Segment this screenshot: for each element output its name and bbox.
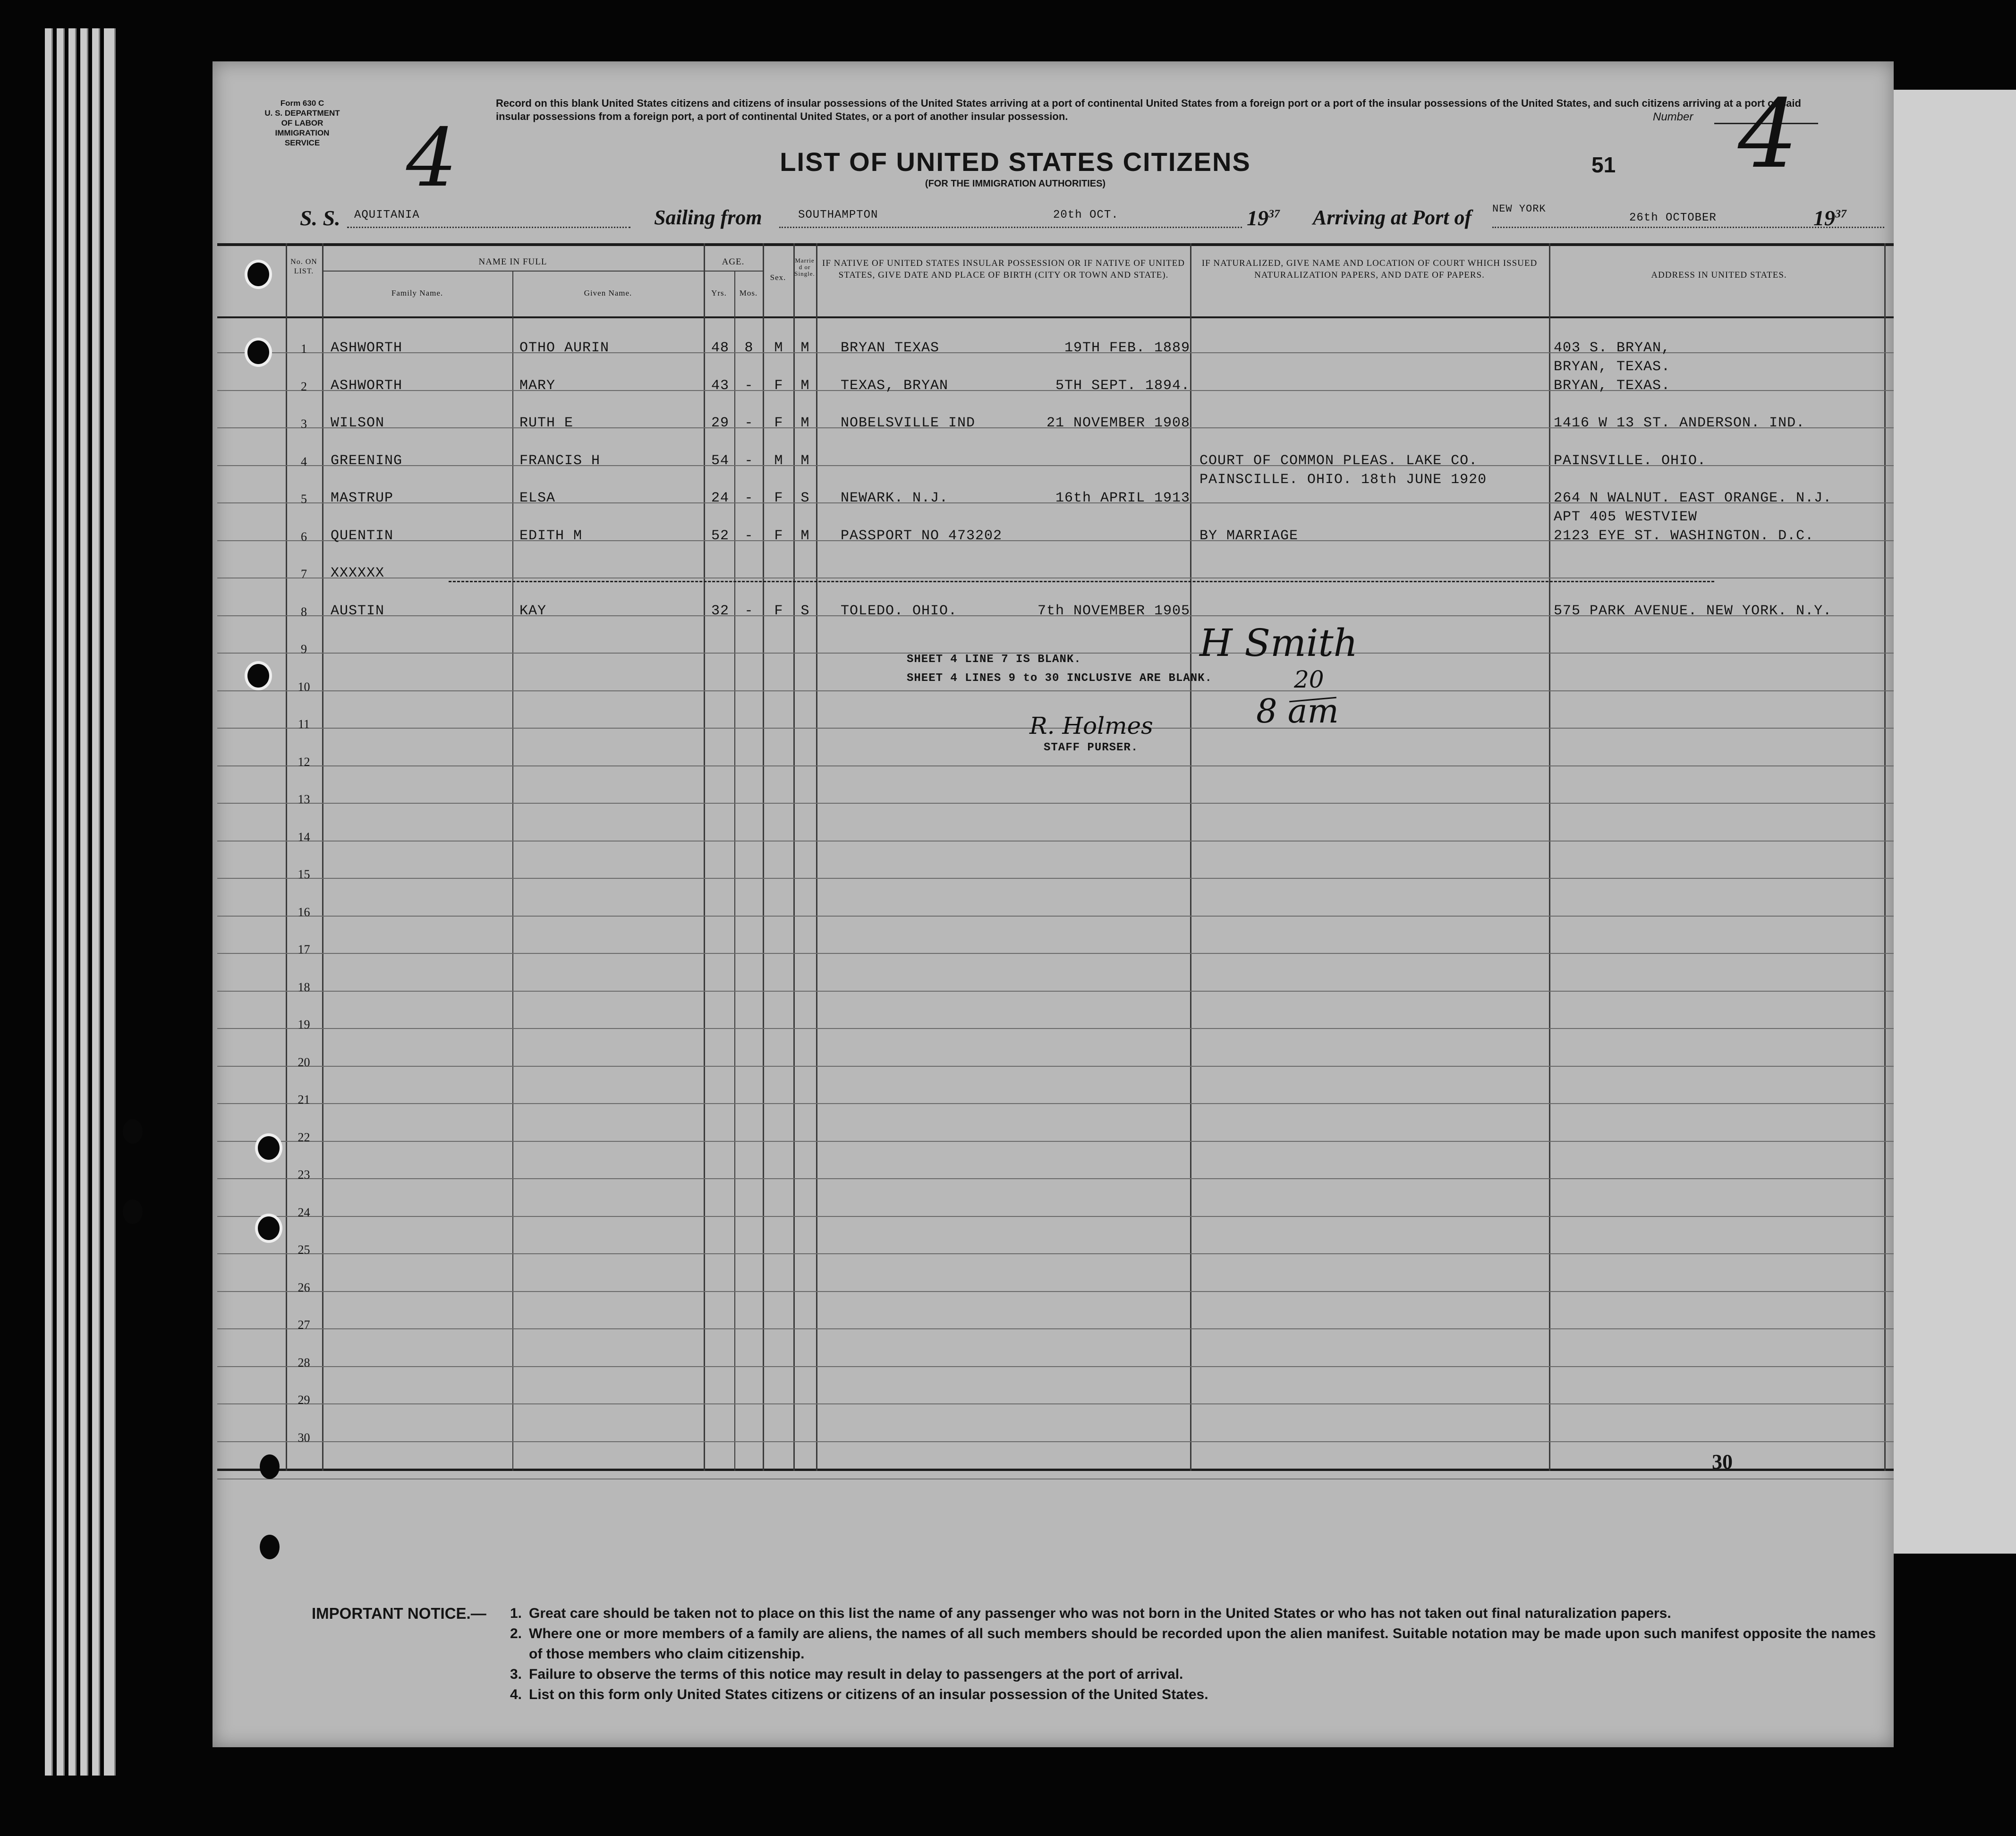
address: 1416 W 13 ST. ANDERSON. IND. — [1554, 415, 1805, 431]
age-months: - — [744, 603, 754, 619]
header-married-single: Married or Single. — [794, 257, 815, 277]
arriving-date: 26th OCTOBER — [1629, 212, 1717, 224]
passenger-rows — [217, 61, 1894, 1478]
ship-name: AQUITANIA — [354, 209, 420, 221]
header-birth-place: IF NATIVE OF UNITED STATES INSULAR POSSESSION OR IF NATIVE OF UNITED STATES, GIVE DATE AND PLACE OF BIRTH (CITY OR TOWN AND STATE). — [822, 258, 1185, 280]
age-years: 29 — [711, 415, 729, 431]
row-number: 6 — [301, 529, 307, 544]
sex: F — [774, 377, 783, 394]
row-number: 20 — [298, 1055, 310, 1069]
notice-item-1: Great care should be taken not to place on this list the name of any passenger who was not born in the United States or who has not taken out final naturalization papers. — [529, 1606, 1671, 1621]
row-number: 7 — [301, 567, 307, 581]
punch-hole — [255, 1214, 282, 1243]
address: PAINSVILLE. OHIO. — [1554, 452, 1707, 469]
handwritten-time: 8 am — [1256, 692, 1339, 731]
given-name: KAY — [519, 603, 547, 619]
inspector-signature: H Smith — [1199, 621, 1358, 665]
address: 403 S. BRYAN, — [1554, 340, 1671, 356]
header-sex: Sex. — [770, 273, 786, 282]
address: BRYAN, TEXAS. — [1554, 377, 1671, 394]
age-months: 8 — [744, 340, 754, 356]
address: 575 PARK AVENUE. NEW YORK. N.Y. — [1554, 603, 1832, 619]
given-name: FRANCIS H — [519, 452, 601, 469]
row-number: 27 — [298, 1318, 310, 1332]
row-number: 30 — [298, 1430, 310, 1445]
ss-label: S. S. — [300, 206, 340, 230]
form-id: Form 630 C — [280, 99, 324, 108]
sailing-from-port: SOUTHAMPTON — [798, 209, 878, 221]
age-years: 32 — [711, 603, 729, 619]
address-line-2: APT 405 WESTVIEW — [1554, 509, 1698, 525]
notice-item-number: 1. — [510, 1606, 522, 1621]
sex: M — [774, 452, 783, 469]
notice-item-number: 3. — [510, 1666, 522, 1682]
punch-hole — [245, 338, 272, 367]
row-number: 9 — [301, 642, 307, 656]
department-name: U. S. DEPARTMENT OF LABOR — [264, 109, 340, 128]
punch-hole — [260, 1454, 280, 1479]
given-name: OTHO AURIN — [519, 340, 610, 356]
age-months: - — [744, 452, 754, 469]
age-years: 48 — [711, 340, 729, 356]
birth-date: 7th NOVEMBER 1905 — [1037, 603, 1190, 619]
arriving-year-prefix: 19 — [1813, 206, 1835, 230]
important-notice — [312, 1603, 1884, 1705]
given-name: EDITH M — [519, 527, 583, 544]
sex: F — [774, 527, 783, 544]
age-months: - — [744, 490, 754, 506]
arriving-port: NEW YORK — [1492, 203, 1546, 215]
row-number: 1 — [301, 342, 307, 356]
age-years: 52 — [711, 527, 729, 544]
naturalization: COURT OF COMMON PLEAS. LAKE CO. — [1199, 452, 1478, 469]
sailing-date: 20th OCT. — [1053, 209, 1119, 221]
notice-item-4: List on this form only United States citizens or citizens of an insular possession of the United States. — [529, 1687, 1208, 1702]
age-years: 54 — [711, 452, 729, 469]
sex: M — [774, 340, 783, 356]
row-number: 2 — [301, 379, 307, 393]
page-title: LIST OF UNITED STATES CITIZENS — [780, 147, 1251, 177]
purser-signature: R. Holmes — [1029, 712, 1153, 740]
handwritten-sheet-number-right: 4 — [1738, 79, 1798, 189]
notice-item-number: 4. — [510, 1687, 522, 1702]
row7-strike-line — [449, 581, 1714, 582]
row-number: 5 — [301, 492, 307, 506]
punch-hole — [123, 1199, 143, 1224]
row-number: 24 — [298, 1205, 310, 1219]
row-number: 25 — [298, 1243, 310, 1257]
given-name: RUTH E — [519, 415, 574, 431]
given-name: ELSA — [519, 490, 556, 506]
marital-status: M — [800, 377, 810, 394]
marital-status: M — [800, 527, 810, 544]
age-months: - — [744, 415, 754, 431]
row-number: 8 — [301, 604, 307, 619]
birth-place: TOLEDO. OHIO. — [841, 603, 958, 619]
header-family-name: Family Name. — [391, 289, 443, 298]
family-name: GREENING — [331, 452, 403, 469]
handwritten-sheet-number-left: 4 — [406, 111, 458, 205]
notice-item-2: Where one or more members of a family are aliens, the names of all such members should be recorded upon the alien manifest. Suitable notation may be made upon such manifest opposite the names of those members who claim citizenship. — [529, 1626, 1876, 1662]
birth-place: NEWARK. N.J. — [841, 490, 949, 506]
punch-hole — [245, 661, 272, 690]
notice-item-3: Failure to observe the terms of this notice may result in delay to passengers at the port of arrival. — [529, 1666, 1183, 1682]
manifest-sheet — [213, 61, 1894, 1747]
row-number: 13 — [298, 792, 310, 806]
family-name: ASHWORTH — [331, 340, 403, 356]
arriving-year: 37 — [1835, 208, 1846, 221]
row-number: 17 — [298, 943, 310, 956]
marital-status: M — [800, 452, 810, 469]
age-months: - — [744, 527, 754, 544]
remark-line-7: SHEET 4 LINE 7 IS BLANK. — [907, 653, 1081, 666]
family-name: MASTRUP — [331, 490, 394, 506]
row-number: 4 — [301, 454, 307, 468]
age-years: 24 — [711, 490, 729, 506]
row-number: 3 — [301, 417, 307, 431]
sex: F — [774, 490, 783, 506]
row-number: 11 — [298, 717, 310, 731]
sailing-year: 37 — [1268, 208, 1280, 221]
row-number: 19 — [298, 1018, 310, 1031]
address-line-2: BRYAN, TEXAS. — [1554, 359, 1671, 375]
given-name: MARY — [519, 377, 556, 394]
sex: F — [774, 415, 783, 431]
row-number: 28 — [298, 1355, 310, 1369]
address: 264 N WALNUT. EAST ORANGE. N.J. — [1554, 490, 1832, 506]
marital-status: S — [800, 603, 810, 619]
birth-place: BRYAN TEXAS — [841, 340, 940, 356]
book-page-edges — [45, 28, 215, 1776]
handwritten-time-minutes: 20 — [1294, 666, 1324, 693]
sex: F — [774, 603, 783, 619]
total-count: 30 — [1712, 1450, 1733, 1473]
remark-lines-9-30: SHEET 4 LINES 9 to 30 INCLUSIVE ARE BLANK. — [907, 672, 1212, 685]
punch-hole — [255, 1133, 282, 1163]
marital-status: M — [800, 415, 810, 431]
row-number: 22 — [298, 1130, 310, 1144]
birth-place: NOBELSVILLE IND — [841, 415, 976, 431]
form-instructions: Record on this blank United States citizens and citizens of insular possessions of the United States arriving at a port of continental United States from a foreign port or a port of the insular possessions of the United States, and such citizens arriving at a port of said insular possessions from a foreign port, a port of continental United States, or a port of another insular possession. — [496, 97, 1801, 122]
notice-item-number: 2. — [510, 1626, 522, 1641]
birth-date: 21 NOVEMBER 1908 — [1046, 415, 1190, 431]
page-subtitle: (FOR THE IMMIGRATION AUTHORITIES) — [925, 178, 1106, 189]
arriving-label: Arriving at Port of — [1313, 206, 1472, 229]
header-given-name: Given Name. — [584, 289, 632, 298]
family-name: XXXXXX — [331, 565, 385, 581]
row-number: 29 — [298, 1393, 310, 1407]
notice-heading: IMPORTANT NOTICE.— — [312, 1605, 486, 1622]
row-number: 12 — [298, 755, 310, 769]
age-years: 43 — [711, 377, 729, 394]
birth-date: 19TH FEB. 1889 — [1064, 340, 1190, 356]
row-number: 15 — [298, 867, 310, 881]
row-number: 23 — [298, 1168, 310, 1182]
header-age: AGE. — [722, 257, 745, 267]
address: 2123 EYE ST. WASHINGTON. D.C. — [1554, 527, 1814, 544]
row-number: 14 — [298, 830, 310, 844]
birth-place: PASSPORT NO 473202 — [841, 527, 1003, 544]
age-months: - — [744, 377, 754, 394]
header-naturalization: IF NATURALIZED, GIVE NAME AND LOCATION OF COURT WHICH ISSUED NATURALIZATION PAPERS, AND DATE OF PAPERS. — [1201, 258, 1538, 280]
family-name: ASHWORTH — [331, 377, 403, 394]
header-no: No. ON LIST. — [290, 258, 317, 275]
row-number: 16 — [298, 905, 310, 919]
marital-status: S — [800, 490, 810, 506]
birth-place: TEXAS, BRYAN — [841, 377, 949, 394]
adjacent-page — [1877, 90, 2016, 1554]
naturalization: BY MARRIAGE — [1199, 527, 1299, 544]
row-number: 10 — [298, 680, 310, 694]
birth-date: 16th APRIL 1913 — [1055, 490, 1190, 506]
row-number: 26 — [298, 1280, 310, 1294]
naturalization-line-2: PAINSCILLE. OHIO. 18th JUNE 1920 — [1199, 471, 1487, 488]
header-name-in-full: NAME IN FULL — [478, 257, 547, 267]
page-number: 51 — [1591, 153, 1616, 177]
family-name: WILSON — [331, 415, 385, 431]
marital-status: M — [800, 340, 810, 356]
punch-hole — [123, 1119, 143, 1144]
birth-date: 5TH SEPT. 1894. — [1055, 377, 1190, 394]
header-mos: Mos. — [739, 289, 758, 298]
family-name: AUSTIN — [331, 603, 385, 619]
sailing-year-prefix: 19 — [1247, 206, 1268, 230]
row-number: 18 — [298, 980, 310, 994]
purser-title: STAFF PURSER. — [1044, 741, 1139, 754]
number-label: Number — [1653, 110, 1693, 123]
punch-hole — [260, 1535, 280, 1559]
header-address: ADDRESS IN UNITED STATES. — [1651, 270, 1787, 280]
service-name: IMMIGRATION SERVICE — [275, 128, 330, 147]
sailing-from-label: Sailing from — [654, 206, 762, 229]
row-number: 21 — [298, 1093, 310, 1106]
punch-hole — [245, 260, 272, 289]
header-yrs: Yrs. — [711, 289, 727, 298]
family-name: QUENTIN — [331, 527, 394, 544]
